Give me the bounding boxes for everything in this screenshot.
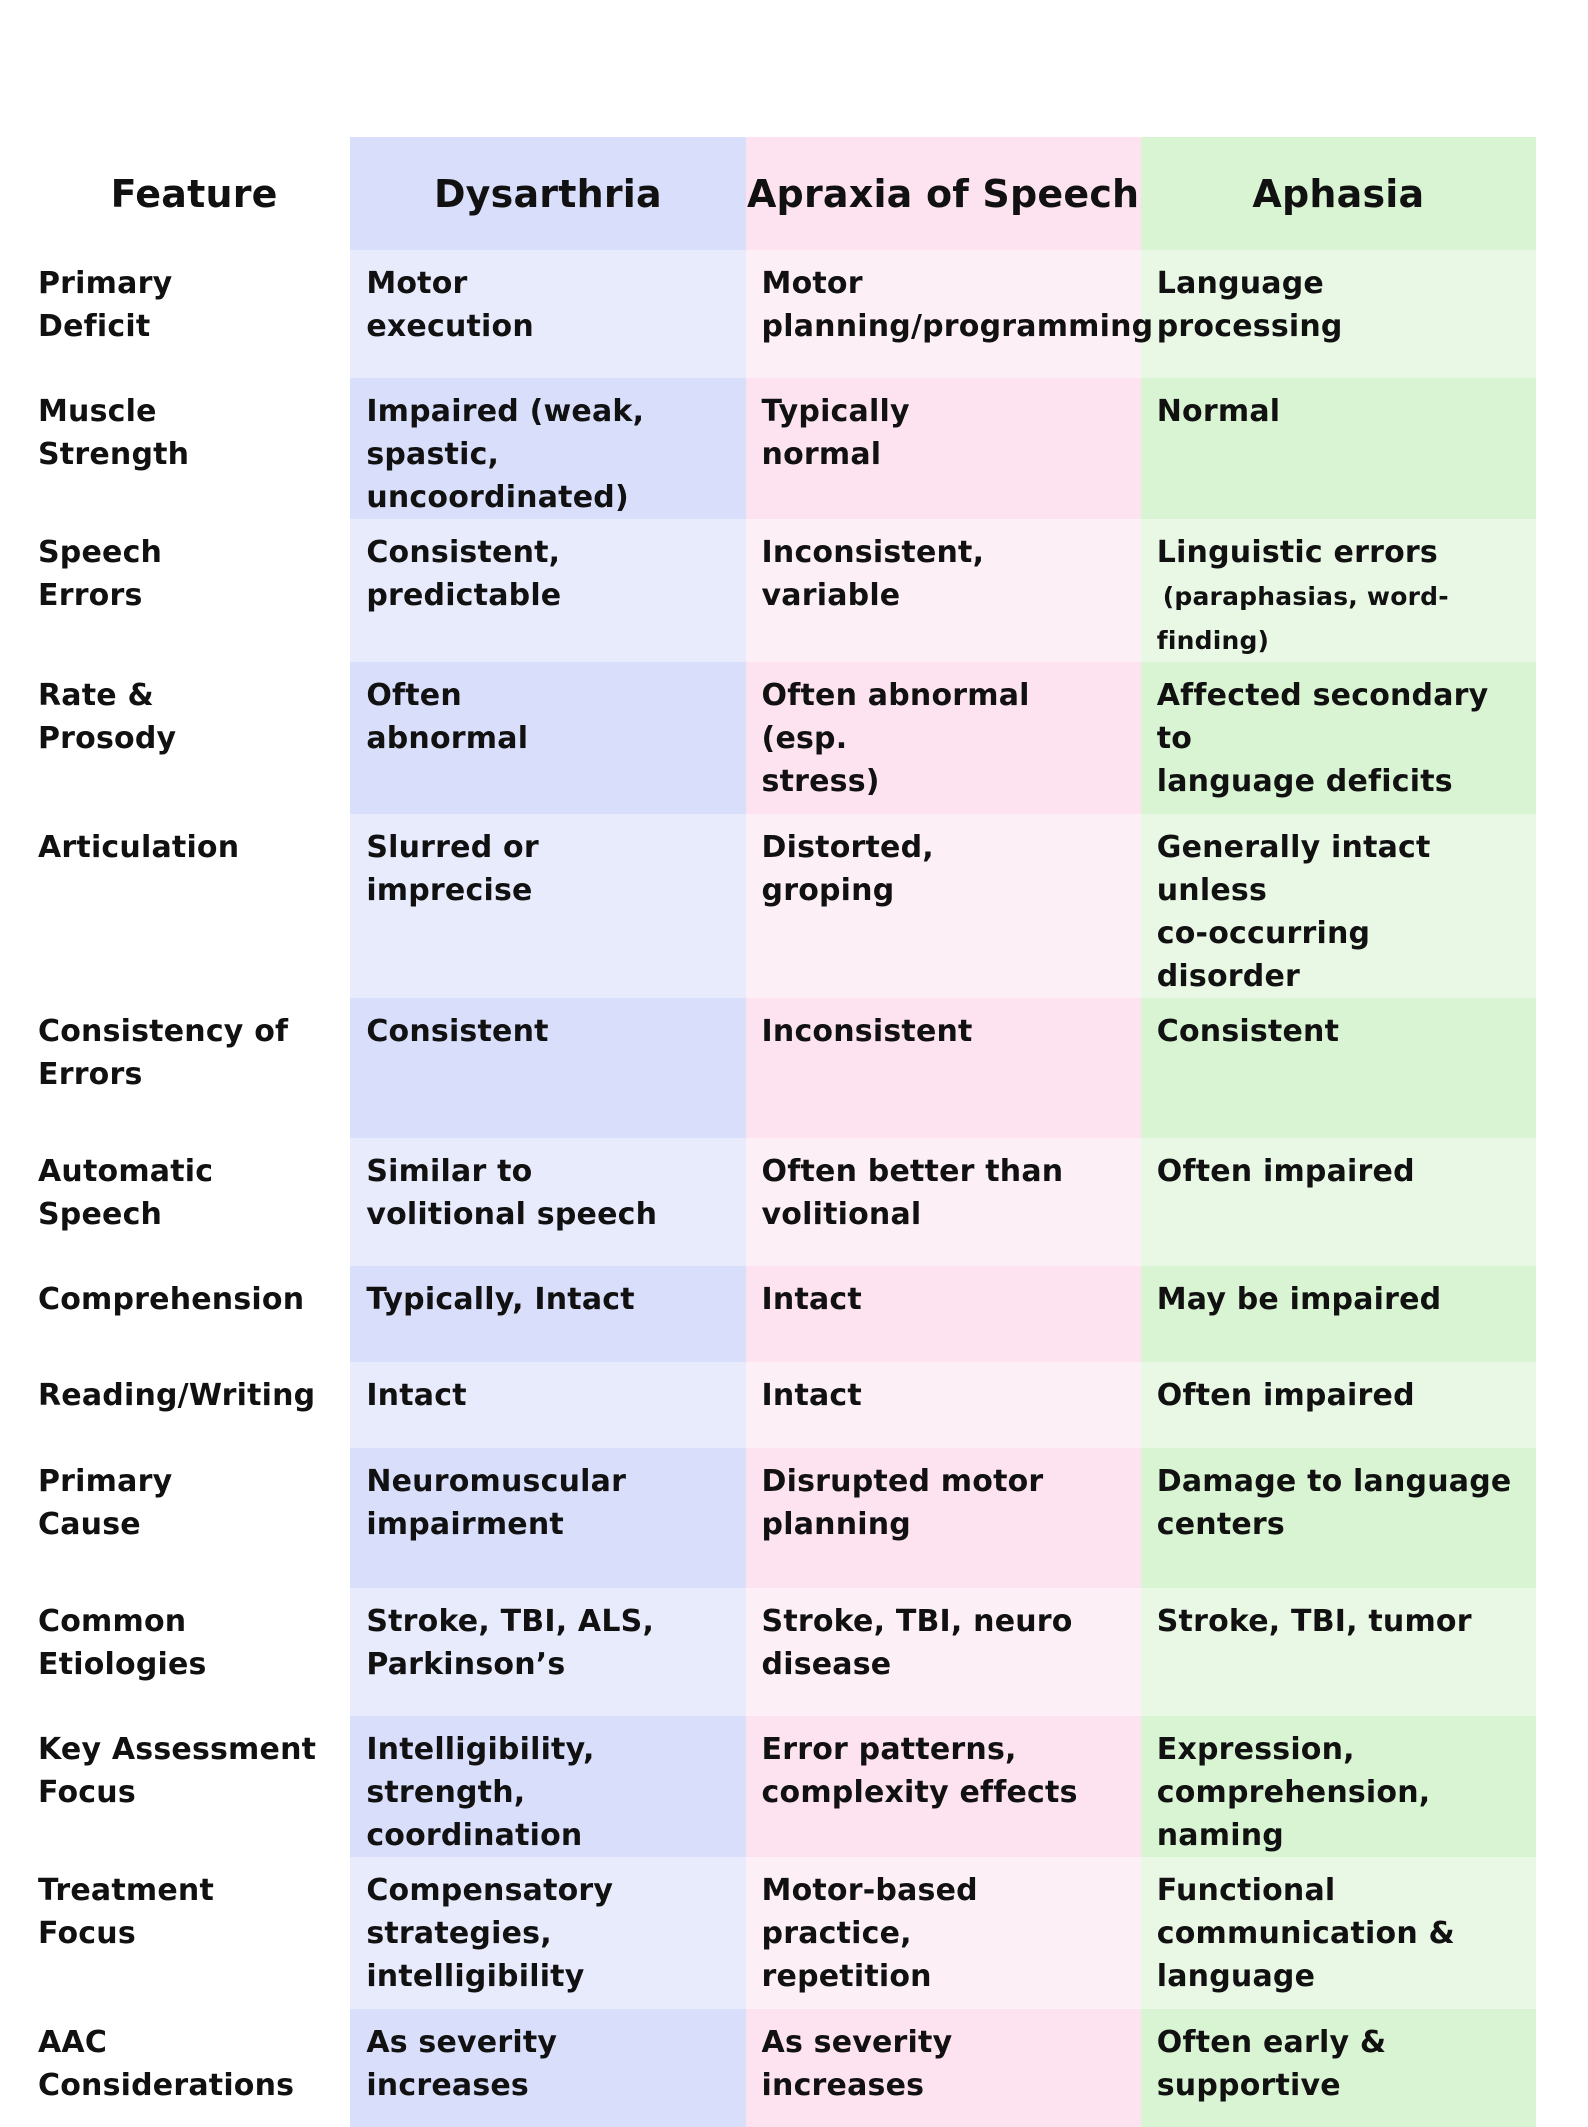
cell-aphasia-text: Stroke, TBI, tumor: [1156, 1604, 1472, 1639]
table-row: [24, 1588, 1536, 1716]
cell-dysarthria: [350, 1266, 745, 1362]
cell-aphasia-text: Damage to language centers: [1156, 1464, 1512, 1542]
cell-apraxia-text: Distorted, groping: [761, 830, 934, 908]
cell-dysarthria-text: Intelligibility, strength, coordination: [366, 1732, 595, 1853]
cell-aphasia: [1141, 814, 1536, 998]
cell-aphasia-text: Expression, comprehension, naming: [1156, 1732, 1431, 1853]
cell-feature-text: Primary Cause: [38, 1464, 173, 1542]
table-body: [24, 250, 1536, 2127]
cell-apraxia: [746, 1448, 1141, 1588]
cell-aphasia-text: Affected secondary to language deficits: [1156, 678, 1489, 799]
cell-dysarthria: [350, 250, 745, 378]
cell-dysarthria-text: Intact: [366, 1378, 467, 1413]
table-row: [24, 519, 1536, 662]
cell-dysarthria: [350, 1362, 745, 1448]
cell-apraxia: [746, 250, 1154, 378]
cell-aphasia: [1141, 1857, 1536, 2009]
table-row: [24, 662, 1536, 814]
cell-feature: [24, 2009, 350, 2127]
cell-apraxia: [746, 1857, 1141, 2009]
cell-feature: [24, 1266, 350, 1362]
table-row: [24, 250, 1536, 378]
table-row: [24, 1857, 1536, 2009]
cell-feature: [24, 1362, 350, 1448]
cell-aphasia-text: Language processing: [1156, 266, 1343, 344]
comparison-table: [24, 137, 1536, 2127]
cell-feature: [24, 378, 350, 519]
cell-dysarthria: [350, 1448, 745, 1588]
cell-apraxia-text: Inconsistent: [761, 1014, 973, 1049]
cell-feature: [24, 1138, 350, 1266]
cell-dysarthria-text: Motor execution: [366, 266, 534, 344]
cell-dysarthria-text: Consistent, predictable: [366, 535, 562, 613]
cell-aphasia-text: May be impaired: [1156, 1282, 1442, 1317]
cell-dysarthria-text: Compensatory strategies, intelligibility: [366, 1873, 614, 1994]
cell-aphasia-text: Often impaired: [1156, 1154, 1415, 1189]
cell-dysarthria-text: Similar to volitional speech: [366, 1154, 658, 1232]
cell-aphasia: [1141, 998, 1536, 1138]
cell-aphasia-text: Often impaired: [1156, 1378, 1415, 1413]
cell-dysarthria: [350, 1138, 745, 1266]
header-aphasia: Aphasia: [1141, 137, 1536, 250]
cell-dysarthria-text: Stroke, TBI, ALS, Parkinson’s: [366, 1604, 655, 1682]
cell-apraxia: [746, 2009, 1141, 2127]
cell-feature-text: Treatment Focus: [38, 1873, 214, 1951]
cell-feature: [24, 662, 350, 814]
cell-feature-text: Rate & Prosody: [38, 678, 177, 756]
cell-feature-text: Muscle Strength: [38, 394, 190, 472]
cell-apraxia: [746, 662, 1141, 814]
cell-feature: [24, 250, 350, 378]
cell-feature: [24, 1588, 350, 1716]
cell-feature-text: Automatic Speech: [38, 1154, 214, 1232]
cell-aphasia-text: Functional communication & language: [1156, 1873, 1455, 1994]
cell-dysarthria: [350, 998, 745, 1138]
cell-dysarthria: [350, 378, 745, 519]
cell-dysarthria-text: Impaired (weak, spastic, uncoordinated): [366, 394, 645, 515]
cell-apraxia-text: Disrupted motor planning: [761, 1464, 1044, 1542]
cell-apraxia: [746, 519, 1141, 662]
cell-aphasia-note: (paraphasias, word-finding): [1156, 582, 1449, 655]
table-row: [24, 1266, 1536, 1362]
cell-apraxia-text: Often better than volitional: [761, 1154, 1064, 1232]
table-row: [24, 814, 1536, 998]
cell-apraxia-text: Motor planning/programming: [761, 266, 1154, 344]
cell-feature-text: Key Assessment Focus: [38, 1732, 317, 1810]
cell-apraxia-text: Error patterns, complexity effects: [761, 1732, 1078, 1810]
cell-apraxia-text: Inconsistent, variable: [761, 535, 985, 613]
cell-dysarthria-text: Often abnormal: [366, 678, 529, 756]
cell-apraxia: [746, 1266, 1141, 1362]
cell-apraxia: [746, 1138, 1141, 1266]
cell-dysarthria-text: Consistent: [366, 1014, 549, 1049]
header-feature: Feature: [24, 137, 350, 250]
cell-apraxia-text: As severity increases: [761, 2025, 953, 2103]
cell-apraxia-text: Intact: [761, 1378, 862, 1413]
cell-dysarthria: [350, 1716, 745, 1857]
cell-aphasia: [1141, 1138, 1536, 1266]
cell-aphasia: [1141, 1716, 1536, 1857]
cell-aphasia: [1141, 1588, 1536, 1716]
cell-apraxia: [746, 814, 1141, 998]
cell-feature-text: Comprehension: [38, 1282, 305, 1317]
table-row: [24, 1448, 1536, 1588]
cell-aphasia: [1141, 250, 1536, 378]
cell-apraxia: [746, 378, 1141, 519]
table-row: [24, 998, 1536, 1138]
table-row: [24, 1716, 1536, 1857]
cell-aphasia-text: Linguistic errors: [1156, 535, 1438, 570]
cell-aphasia: [1141, 519, 1536, 662]
cell-apraxia-text: Intact: [761, 1282, 862, 1317]
cell-feature: [24, 814, 350, 998]
cell-dysarthria: [350, 814, 745, 998]
cell-dysarthria: [350, 1857, 745, 2009]
cell-aphasia: [1141, 1448, 1536, 1588]
cell-apraxia: [746, 998, 1141, 1138]
cell-apraxia-text: Stroke, TBI, neuro disease: [761, 1604, 1073, 1682]
cell-feature-text: Articulation: [38, 830, 240, 865]
cell-aphasia-text: Generally intact unless co-occurring disorder: [1156, 830, 1431, 994]
cell-dysarthria: [350, 1588, 745, 1716]
cell-dysarthria-text: Typically, Intact: [366, 1282, 635, 1317]
cell-dysarthria-text: Neuromuscular impairment: [366, 1464, 627, 1542]
cell-aphasia-text: Often early & supportive: [1156, 2025, 1387, 2103]
cell-aphasia: [1141, 1362, 1536, 1448]
header-dysarthria: Dysarthria: [350, 137, 745, 250]
cell-apraxia-text: Typically normal: [761, 394, 910, 472]
cell-feature: [24, 1857, 350, 2009]
table-row: [24, 2009, 1536, 2127]
cell-dysarthria: [350, 662, 745, 814]
cell-dysarthria-text: As severity increases: [366, 2025, 558, 2103]
cell-feature: [24, 998, 350, 1138]
cell-feature: [24, 1716, 350, 1857]
cell-apraxia-text: Motor-based practice, repetition: [761, 1873, 978, 1994]
cell-feature-text: Consistency of Errors: [38, 1014, 289, 1092]
header-apraxia: Apraxia of Speech: [746, 137, 1141, 250]
cell-feature-text: Reading/Writing: [38, 1378, 316, 1413]
cell-apraxia: [746, 1362, 1141, 1448]
table-row: [24, 378, 1536, 519]
cell-aphasia: [1141, 1266, 1536, 1362]
cell-apraxia: [746, 1588, 1141, 1716]
cell-aphasia-text: Normal: [1156, 394, 1281, 429]
cell-aphasia: [1141, 378, 1536, 519]
cell-feature-text: Common Etiologies: [38, 1604, 207, 1682]
cell-dysarthria-text: Slurred or imprecise: [366, 830, 539, 908]
cell-dysarthria: [350, 519, 745, 662]
table-row: [24, 1362, 1536, 1448]
cell-feature-text: AAC Considerations: [38, 2025, 295, 2103]
cell-feature: [24, 519, 350, 662]
cell-feature: [24, 1448, 350, 1588]
cell-aphasia-text: Consistent: [1156, 1014, 1340, 1049]
cell-dysarthria: [350, 2009, 745, 2127]
cell-apraxia: [746, 1716, 1141, 1857]
header-row: [24, 137, 1536, 250]
table-row: [24, 1138, 1536, 1266]
cell-feature-text: Primary Deficit: [38, 266, 173, 344]
cell-feature-text: Speech Errors: [38, 535, 163, 613]
cell-apraxia-text: Often abnormal (esp. stress): [761, 678, 1030, 799]
cell-aphasia: [1141, 662, 1536, 814]
cell-aphasia: [1141, 2009, 1536, 2127]
